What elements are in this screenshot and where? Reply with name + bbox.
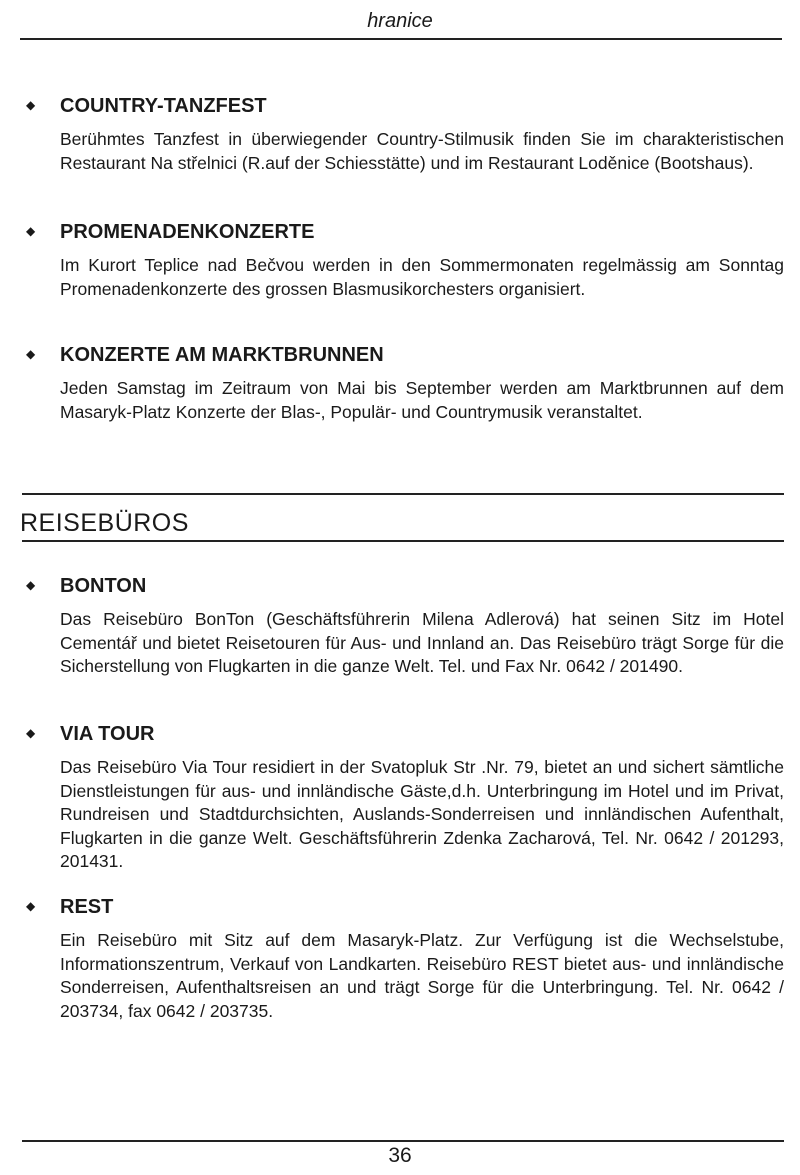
entry-body: Das Reisebüro BonTon (Geschäftsführerin Milena Adlerová) hat seinen Sitz im Hotel Cementář und bietet Reisetouren für Aus- und Innland an. Das Reisebüro trägt Sorge für die Sicherstellung von Flugkarten in die ganze Welt. Tel. und Fax Nr. 0642 / 201490. <box>60 609 784 676</box>
diamond-bullet-icon: ◆ <box>26 98 36 112</box>
entry-title: ◆ VIA TOUR <box>26 723 155 745</box>
page-number: 36 <box>388 1144 412 1167</box>
diamond-bullet-icon: ◆ <box>26 578 36 592</box>
section-heading: REISEBÜROS <box>20 509 189 537</box>
entry-title: ◆ KONZERTE AM MARKTBRUNNEN <box>26 344 384 366</box>
entry-promenadenkonzerte <box>26 221 784 301</box>
header-rule <box>20 38 782 40</box>
section-separator-rule <box>22 493 784 495</box>
entry-body: Das Reisebüro Via Tour residiert in der Svatopluk Str .Nr. 79, bietet an und sichert sämtliche Dienstleistungen für aus- und innländische Gäste,d.h. Unterbringung im Hotel und im Privat, Rundreisen und Stadtdurchsichten, Auslands-Sonderreisen und innländischen Aufenthalt, Flugkarten in die ganze Welt. Geschäftsführerin Zdenka Zacharová, Tel. Nr. 0642 / 201293, 201431. <box>60 757 784 871</box>
entry-body: Ein Reisebüro mit Sitz auf dem Masaryk-Platz. Zur Verfügung ist die Wechselstube, Informationszentrum, Verkauf von Landkarten. Reisebüro REST bietet aus- und innländische Sonderreisen, Aufenthaltsreisen an und trägt Sorge für die Unterbringung. Tel. Nr. 0642 / 203734, fax 0642 / 203735. <box>60 930 784 1021</box>
entry-via-tour <box>26 723 784 874</box>
entry-title: ◆ PROMENADENKONZERTE <box>26 221 315 243</box>
diamond-bullet-icon: ◆ <box>26 347 36 361</box>
section-heading-rule <box>22 540 784 542</box>
diamond-bullet-icon: ◆ <box>26 224 36 238</box>
footer-rule <box>22 1140 784 1142</box>
entry-title: ◆ BONTON <box>26 575 147 597</box>
diamond-bullet-icon: ◆ <box>26 899 36 913</box>
running-header: hranice <box>367 10 433 32</box>
entry-body: Berühmtes Tanzfest in überwiegender Country-Stilmusik finden Sie im charakteristischen Restaurant Na střelnici (R.auf der Schiesstätte) und im Restaurant Loděnice (Bootshaus). <box>60 129 784 173</box>
entry-title: ◆ REST <box>26 896 114 918</box>
entry-body: Im Kurort Teplice nad Bečvou werden in den Sommermonaten regelmässig am Sonntag Promenadenkonzerte des grossen Blasmusikorchesters organisiert. <box>60 255 784 299</box>
entry-title: ◆ COUNTRY-TANZFEST <box>26 95 267 117</box>
diamond-bullet-icon: ◆ <box>26 726 36 740</box>
entry-body: Jeden Samstag im Zeitraum von Mai bis September werden am Marktbrunnen auf dem Masaryk-Platz Konzerte der Blas-, Populär- und Countrymusik veranstaltet. <box>60 378 784 422</box>
entry-country-tanzfest <box>26 95 784 175</box>
entry-rest <box>26 896 784 1023</box>
entry-bonton <box>26 575 784 679</box>
entry-konzerte-am-marktbrunnen <box>26 344 784 424</box>
